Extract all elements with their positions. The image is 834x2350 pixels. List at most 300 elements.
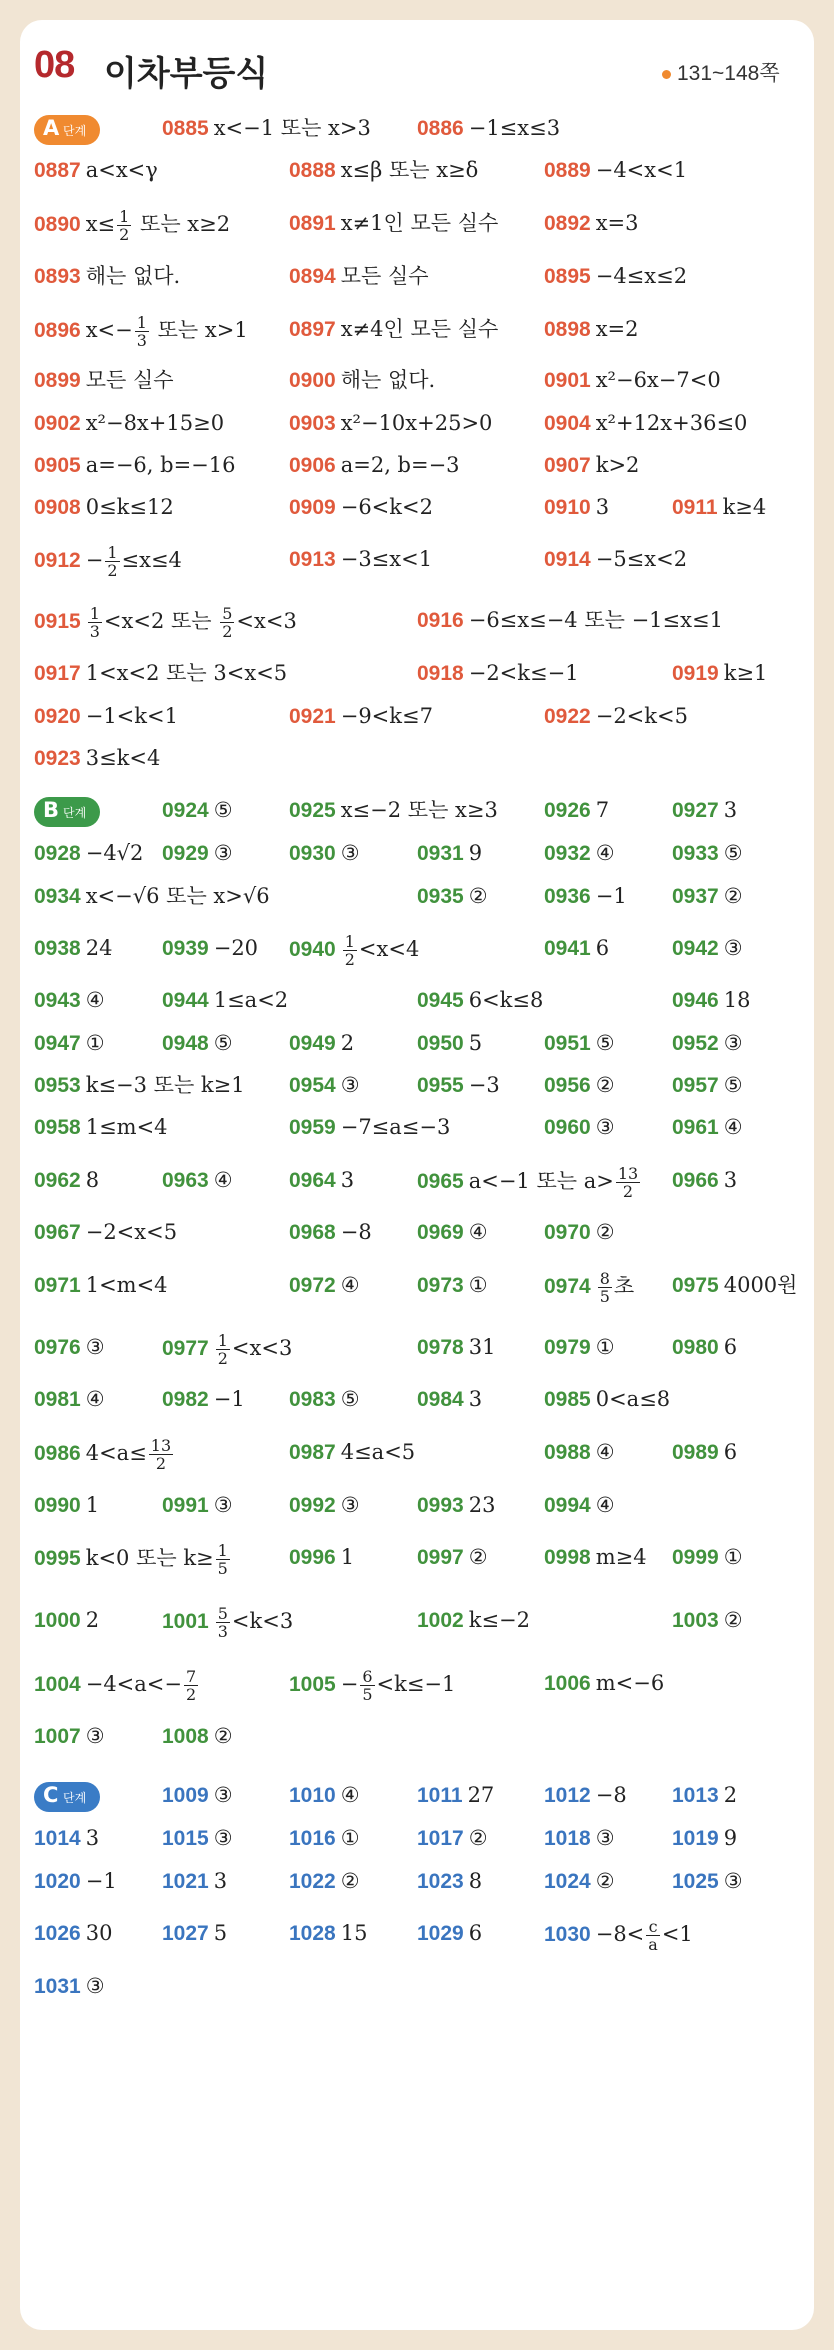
problem-number: 0965 bbox=[417, 1170, 464, 1193]
problem-number: 0977 bbox=[162, 1337, 209, 1360]
problem-number: 1021 bbox=[162, 1870, 209, 1893]
answer-text: ② bbox=[340, 1869, 360, 1893]
answer-item bbox=[289, 544, 432, 575]
answer-text: x=2 bbox=[595, 317, 639, 341]
answer-item bbox=[544, 1332, 615, 1363]
fraction-denominator: 3 bbox=[89, 622, 100, 641]
answer-item bbox=[289, 701, 433, 732]
fraction-denominator: 5 bbox=[217, 1559, 228, 1578]
problem-number: 0930 bbox=[289, 842, 336, 865]
answer-text: x≤−2 또는 x≥3 bbox=[340, 798, 498, 822]
answer-item bbox=[162, 1866, 227, 1897]
fraction-numerator: 1 bbox=[136, 313, 147, 332]
fraction bbox=[135, 314, 149, 349]
fraction-numerator: 5 bbox=[222, 604, 233, 623]
answer-item bbox=[672, 1542, 743, 1573]
answer-item bbox=[417, 985, 543, 1016]
answer-text: 1≤m<4 bbox=[85, 1115, 168, 1139]
answer-text: ④ bbox=[723, 1115, 743, 1139]
problem-number: 0969 bbox=[417, 1221, 464, 1244]
answer-item bbox=[34, 1605, 99, 1636]
problem-number: 0908 bbox=[34, 496, 81, 519]
answer-item bbox=[289, 1668, 455, 1703]
answer-item bbox=[162, 1918, 227, 1949]
answer-text: 모든 실수 bbox=[340, 264, 429, 288]
answer-text: x<− bbox=[85, 318, 133, 342]
answer-item bbox=[34, 658, 287, 689]
answer-item bbox=[672, 985, 750, 1016]
problem-number: 1030 bbox=[544, 1923, 591, 1946]
problem-number: 0886 bbox=[417, 117, 464, 140]
answer-text: ④ bbox=[595, 841, 615, 865]
problem-number: 0996 bbox=[289, 1546, 336, 1569]
answer-item bbox=[544, 1866, 615, 1897]
problem-number: 0907 bbox=[544, 454, 591, 477]
answer-item bbox=[289, 795, 498, 826]
answer-item bbox=[544, 492, 609, 523]
answer-text: −1 bbox=[595, 884, 627, 908]
answer-item bbox=[544, 544, 687, 575]
problem-number: 0909 bbox=[289, 496, 336, 519]
answer-text: 4000원 bbox=[723, 1273, 798, 1297]
problem-number: 1008 bbox=[162, 1725, 209, 1748]
problem-number: 0966 bbox=[672, 1169, 719, 1192]
answer-text: −9<k≤7 bbox=[340, 704, 433, 728]
answer-item bbox=[34, 985, 105, 1016]
problem-number: 1010 bbox=[289, 1784, 336, 1807]
answer-item bbox=[162, 1332, 292, 1367]
problem-number: 0926 bbox=[544, 799, 591, 822]
fraction bbox=[598, 1270, 612, 1305]
answer-item bbox=[34, 261, 180, 292]
bullet-dot-icon bbox=[662, 70, 671, 79]
problem-number: 0971 bbox=[34, 1274, 81, 1297]
answer-text: ② bbox=[723, 884, 743, 908]
fraction bbox=[220, 605, 234, 640]
answer-text: 2 bbox=[340, 1031, 355, 1055]
answer-text: x²−6x−7<0 bbox=[595, 368, 721, 392]
problem-number: 0954 bbox=[289, 1074, 336, 1097]
answer-text: ③ bbox=[723, 936, 743, 960]
answer-item bbox=[289, 1823, 360, 1854]
problem-number: 0893 bbox=[34, 265, 81, 288]
answer-text: ① bbox=[595, 1335, 615, 1359]
answer-text: <k<3 bbox=[231, 1609, 294, 1633]
answer-text: −4<x<1 bbox=[595, 158, 688, 182]
answer-item bbox=[34, 450, 236, 481]
answer-item bbox=[162, 1780, 233, 1811]
answer-text: ③ bbox=[213, 1493, 233, 1517]
fraction-numerator: 7 bbox=[185, 1667, 197, 1686]
answer-text: 30 bbox=[85, 1921, 113, 1945]
answer-text: ① bbox=[340, 1826, 360, 1850]
answer-item bbox=[417, 1028, 482, 1059]
answer-item bbox=[289, 208, 498, 239]
answer-item bbox=[34, 492, 174, 523]
answer-item bbox=[34, 1668, 200, 1703]
answer-item bbox=[34, 701, 178, 732]
answer-text: ④ bbox=[595, 1440, 615, 1464]
answer-item bbox=[672, 881, 743, 912]
problem-number: 0913 bbox=[289, 548, 336, 571]
answer-text: 2 bbox=[85, 1608, 100, 1632]
problem-number: 0983 bbox=[289, 1388, 336, 1411]
problem-number: 1031 bbox=[34, 1975, 81, 1998]
fraction-numerator: c bbox=[646, 1918, 660, 1936]
problem-number: 0894 bbox=[289, 265, 336, 288]
answer-text: ② bbox=[595, 1869, 615, 1893]
answer-item bbox=[162, 1605, 293, 1640]
answer-item bbox=[34, 365, 174, 396]
problem-number: 1014 bbox=[34, 1827, 81, 1850]
problem-number: 0968 bbox=[289, 1221, 336, 1244]
problem-number: 0922 bbox=[544, 705, 591, 728]
answer-item bbox=[289, 1028, 354, 1059]
answer-item bbox=[34, 1384, 105, 1415]
answer-item bbox=[417, 1866, 482, 1897]
answer-text: <1 bbox=[661, 1922, 693, 1946]
answer-item bbox=[544, 1384, 670, 1415]
problem-number: 0960 bbox=[544, 1116, 591, 1139]
answer-item bbox=[417, 1605, 530, 1636]
problem-number: 0980 bbox=[672, 1336, 719, 1359]
answer-text: −1≤x≤3 bbox=[468, 116, 561, 140]
problem-number: 0982 bbox=[162, 1388, 209, 1411]
problem-number: 0979 bbox=[544, 1336, 591, 1359]
answer-text: −3≤x<1 bbox=[340, 547, 433, 571]
answer-text: <k≤−1 bbox=[376, 1672, 456, 1696]
fraction-denominator: 5 bbox=[362, 1685, 373, 1704]
fraction bbox=[105, 544, 119, 579]
answer-text: 6<k≤8 bbox=[468, 988, 544, 1012]
answer-item bbox=[672, 933, 743, 964]
answer-text: 5 bbox=[468, 1031, 483, 1055]
problem-number: 0905 bbox=[34, 454, 81, 477]
fraction-numerator: 13 bbox=[617, 1164, 639, 1183]
problem-number: 1027 bbox=[162, 1922, 209, 1945]
answer-item bbox=[672, 1437, 737, 1468]
section-letter: B bbox=[43, 798, 60, 822]
answer-item bbox=[34, 1332, 105, 1363]
answer-text: 3 bbox=[723, 798, 738, 822]
answer-text: a<x<γ bbox=[85, 158, 158, 182]
answer-item bbox=[289, 365, 435, 396]
problem-number: 0986 bbox=[34, 1442, 81, 1465]
problem-number: 0904 bbox=[544, 412, 591, 435]
problem-number: 0991 bbox=[162, 1494, 209, 1517]
problem-number: 0970 bbox=[544, 1221, 591, 1244]
answer-text: ≤x≤4 bbox=[121, 548, 182, 572]
problem-number: 0999 bbox=[672, 1546, 719, 1569]
answer-text: −1<k<1 bbox=[85, 704, 178, 728]
fraction-denominator: 2 bbox=[185, 1685, 197, 1704]
answer-item bbox=[34, 314, 248, 349]
fraction-numerator: 1 bbox=[217, 1331, 228, 1350]
fraction-numerator: 1 bbox=[217, 1541, 228, 1560]
answer-item bbox=[289, 1217, 372, 1248]
problem-number: 0947 bbox=[34, 1032, 81, 1055]
answer-text: −2<k<5 bbox=[595, 704, 688, 728]
answer-text: 9 bbox=[468, 841, 483, 865]
answer-text: x≠4인 모든 실수 bbox=[340, 317, 499, 341]
answer-item bbox=[34, 408, 224, 439]
fraction bbox=[646, 1918, 660, 1953]
section-b-badge bbox=[34, 797, 100, 827]
problem-number: 0994 bbox=[544, 1494, 591, 1517]
problem-number: 0889 bbox=[544, 159, 591, 182]
answer-item bbox=[544, 408, 747, 439]
answer-text: ③ bbox=[213, 1783, 233, 1807]
answer-item bbox=[544, 365, 721, 396]
problem-number: 0976 bbox=[34, 1336, 81, 1359]
fraction bbox=[216, 1605, 230, 1640]
answer-item bbox=[289, 1270, 360, 1301]
answer-item bbox=[289, 1165, 354, 1196]
chapter-number: 08 bbox=[34, 44, 75, 86]
chapter-title: 이차부등식 bbox=[104, 54, 269, 94]
problem-number: 1024 bbox=[544, 1870, 591, 1893]
answer-item bbox=[34, 208, 230, 243]
answer-text: 1 bbox=[85, 1493, 100, 1517]
fraction-denominator: a bbox=[648, 1935, 658, 1954]
fraction-denominator: 2 bbox=[222, 622, 233, 641]
answer-text: ② bbox=[595, 1220, 615, 1244]
fraction bbox=[149, 1437, 173, 1472]
problem-number: 0916 bbox=[417, 609, 464, 632]
problem-number: 0967 bbox=[34, 1221, 81, 1244]
problem-number: 0911 bbox=[672, 496, 718, 519]
answer-text: 3 bbox=[468, 1387, 483, 1411]
problem-number: 0937 bbox=[672, 885, 719, 908]
answer-item bbox=[417, 113, 560, 144]
problem-number: 1013 bbox=[672, 1784, 719, 1807]
problem-number: 0918 bbox=[417, 662, 464, 685]
problem-number: 0927 bbox=[672, 799, 719, 822]
answer-text: −1 bbox=[213, 1387, 245, 1411]
answer-item bbox=[417, 1823, 488, 1854]
answer-text: x<−1 또는 x>3 bbox=[213, 116, 371, 140]
answer-item bbox=[289, 838, 360, 869]
answer-text: ④ bbox=[468, 1220, 488, 1244]
problem-number: 0935 bbox=[417, 885, 464, 908]
problem-number: 1006 bbox=[544, 1672, 591, 1695]
fraction bbox=[216, 1332, 230, 1367]
answer-text: 또는 x>1 bbox=[150, 318, 248, 342]
problem-number: 0975 bbox=[672, 1274, 719, 1297]
answer-item bbox=[544, 881, 627, 912]
problem-number: 0940 bbox=[289, 938, 336, 961]
answer-item bbox=[544, 155, 687, 186]
answer-item bbox=[672, 1332, 737, 1363]
answer-text: <x<3 bbox=[231, 1336, 293, 1360]
answer-item bbox=[417, 1270, 488, 1301]
answer-item bbox=[417, 1542, 488, 1573]
problem-number: 0917 bbox=[34, 662, 81, 685]
answer-item bbox=[672, 1780, 737, 1811]
answer-item bbox=[289, 1542, 354, 1573]
fraction-denominator: 5 bbox=[599, 1287, 610, 1306]
problem-number: 1025 bbox=[672, 1870, 719, 1893]
answer-text: k>2 bbox=[595, 453, 640, 477]
problem-number: 0997 bbox=[417, 1546, 464, 1569]
answer-text: k<0 또는 k≥ bbox=[85, 1546, 214, 1570]
problem-number: 0895 bbox=[544, 265, 591, 288]
answer-item bbox=[672, 1866, 743, 1897]
answer-text: 1<x<2 또는 3<x<5 bbox=[85, 661, 288, 685]
answer-text: 해는 없다. bbox=[340, 368, 436, 392]
answer-text: x²−8x+15≥0 bbox=[85, 411, 225, 435]
answer-item bbox=[162, 933, 258, 964]
answer-item bbox=[34, 838, 143, 869]
answer-text: −2<k≤−1 bbox=[468, 661, 579, 685]
problem-number: 0934 bbox=[34, 885, 81, 908]
problem-number: 1007 bbox=[34, 1725, 81, 1748]
answer-text: ⑤ bbox=[340, 1387, 360, 1411]
answer-text: 31 bbox=[468, 1335, 496, 1359]
answer-item bbox=[162, 1490, 233, 1521]
answer-item bbox=[544, 314, 639, 345]
fraction-numerator: 1 bbox=[107, 543, 118, 562]
answer-item bbox=[417, 1490, 495, 1521]
problem-number: 1003 bbox=[672, 1609, 719, 1632]
answer-text: − bbox=[340, 1672, 359, 1696]
problem-number: 1028 bbox=[289, 1922, 336, 1945]
problem-number: 0995 bbox=[34, 1547, 81, 1570]
problem-number: 1001 bbox=[162, 1610, 209, 1633]
problem-number: 1002 bbox=[417, 1609, 464, 1632]
answer-item bbox=[289, 1780, 360, 1811]
answer-text: ⑤ bbox=[723, 841, 743, 865]
answer-item bbox=[544, 1270, 634, 1305]
answer-item bbox=[34, 1918, 112, 1949]
answer-item bbox=[289, 1866, 360, 1897]
answer-item bbox=[34, 1721, 105, 1752]
answer-text: −6≤x≤−4 또는 −1≤x≤1 bbox=[468, 608, 723, 632]
answer-item bbox=[289, 408, 492, 439]
section-label: 단계 bbox=[63, 806, 87, 820]
problem-number: 0901 bbox=[544, 369, 591, 392]
answer-item bbox=[34, 933, 112, 964]
answer-item bbox=[672, 1165, 737, 1196]
answer-text: 24 bbox=[85, 936, 113, 960]
problem-number: 1016 bbox=[289, 1827, 336, 1850]
answer-text: ④ bbox=[213, 1168, 233, 1192]
answer-item bbox=[544, 1542, 647, 1573]
problem-number: 0919 bbox=[672, 662, 719, 685]
problem-number: 0923 bbox=[34, 747, 81, 770]
fraction bbox=[216, 1542, 230, 1577]
answer-text: 3 bbox=[595, 495, 610, 519]
answer-text: −8 bbox=[340, 1220, 372, 1244]
problem-number: 0998 bbox=[544, 1546, 591, 1569]
answer-text: 또는 x≥2 bbox=[133, 212, 231, 236]
problem-number: 0887 bbox=[34, 159, 81, 182]
answer-text: <x<3 bbox=[236, 609, 297, 633]
fraction-numerator: 13 bbox=[150, 1436, 172, 1455]
fraction-denominator: 2 bbox=[622, 1182, 634, 1201]
answer-text: 3≤k<4 bbox=[85, 746, 161, 770]
answer-text: 3 bbox=[723, 1168, 738, 1192]
answer-item bbox=[34, 1542, 232, 1577]
answer-text: −4≤x≤2 bbox=[595, 264, 688, 288]
answer-item bbox=[672, 1270, 797, 1301]
answer-item bbox=[34, 1971, 105, 2002]
problem-number: 0888 bbox=[289, 159, 336, 182]
answer-item bbox=[162, 1384, 245, 1415]
answer-text: m<−6 bbox=[595, 1671, 665, 1695]
problem-number: 0938 bbox=[34, 937, 81, 960]
answer-text: −8 bbox=[595, 1783, 627, 1807]
answer-text: ③ bbox=[85, 1335, 105, 1359]
answer-item bbox=[672, 1823, 737, 1854]
answer-text: k≥1 bbox=[723, 661, 768, 685]
fraction-denominator: 2 bbox=[119, 225, 130, 244]
answer-text: ② bbox=[468, 884, 488, 908]
answer-text: − bbox=[85, 548, 104, 572]
answer-text: m≥4 bbox=[595, 1545, 647, 1569]
answer-text: ② bbox=[213, 1724, 233, 1748]
answer-text: x<−√6 또는 x>√6 bbox=[85, 884, 270, 908]
answer-item bbox=[34, 1217, 177, 1248]
answer-item bbox=[672, 1028, 743, 1059]
answer-item bbox=[544, 450, 639, 481]
fraction-denominator: 2 bbox=[155, 1454, 167, 1473]
answer-item bbox=[544, 1490, 615, 1521]
answer-item bbox=[544, 1668, 664, 1699]
fraction-denominator: 2 bbox=[217, 1349, 228, 1368]
answer-item bbox=[544, 795, 609, 826]
problem-number: 0964 bbox=[289, 1169, 336, 1192]
problem-number: 0985 bbox=[544, 1388, 591, 1411]
problem-number: 1019 bbox=[672, 1827, 719, 1850]
answer-item bbox=[34, 1866, 117, 1897]
answer-text: 3 bbox=[340, 1168, 355, 1192]
answer-item bbox=[417, 1918, 482, 1949]
answer-text: ③ bbox=[85, 1724, 105, 1748]
fraction-denominator: 3 bbox=[136, 331, 147, 350]
answer-item bbox=[544, 1780, 627, 1811]
problem-number: 0953 bbox=[34, 1074, 81, 1097]
answer-text: ④ bbox=[340, 1273, 360, 1297]
answer-item bbox=[289, 261, 429, 292]
problem-number: 0912 bbox=[34, 549, 81, 572]
problem-number: 0959 bbox=[289, 1116, 336, 1139]
problem-number: 0951 bbox=[544, 1032, 591, 1055]
problem-number: 0992 bbox=[289, 1494, 336, 1517]
answer-text: ③ bbox=[723, 1031, 743, 1055]
problem-number: 0891 bbox=[289, 212, 336, 235]
answer-text: x²−10x+25>0 bbox=[340, 411, 493, 435]
answer-text: 8 bbox=[468, 1869, 483, 1893]
page-range-text: 131~148쪽 bbox=[677, 62, 780, 85]
answer-item bbox=[417, 1165, 642, 1200]
problem-number: 0963 bbox=[162, 1169, 209, 1192]
answer-item bbox=[289, 1437, 415, 1468]
problem-number: 0956 bbox=[544, 1074, 591, 1097]
problem-number: 0932 bbox=[544, 842, 591, 865]
answer-item bbox=[289, 314, 498, 345]
answer-text: ⑤ bbox=[723, 1073, 743, 1097]
problem-number: 0899 bbox=[34, 369, 81, 392]
answer-text: ② bbox=[468, 1826, 488, 1850]
problem-number: 0990 bbox=[34, 1494, 81, 1517]
answer-text: −7≤a≤−3 bbox=[340, 1115, 451, 1139]
fraction bbox=[88, 605, 102, 640]
answer-item bbox=[289, 1070, 360, 1101]
answer-item bbox=[672, 492, 766, 523]
section-letter: A bbox=[43, 116, 60, 140]
answer-item bbox=[162, 1165, 233, 1196]
